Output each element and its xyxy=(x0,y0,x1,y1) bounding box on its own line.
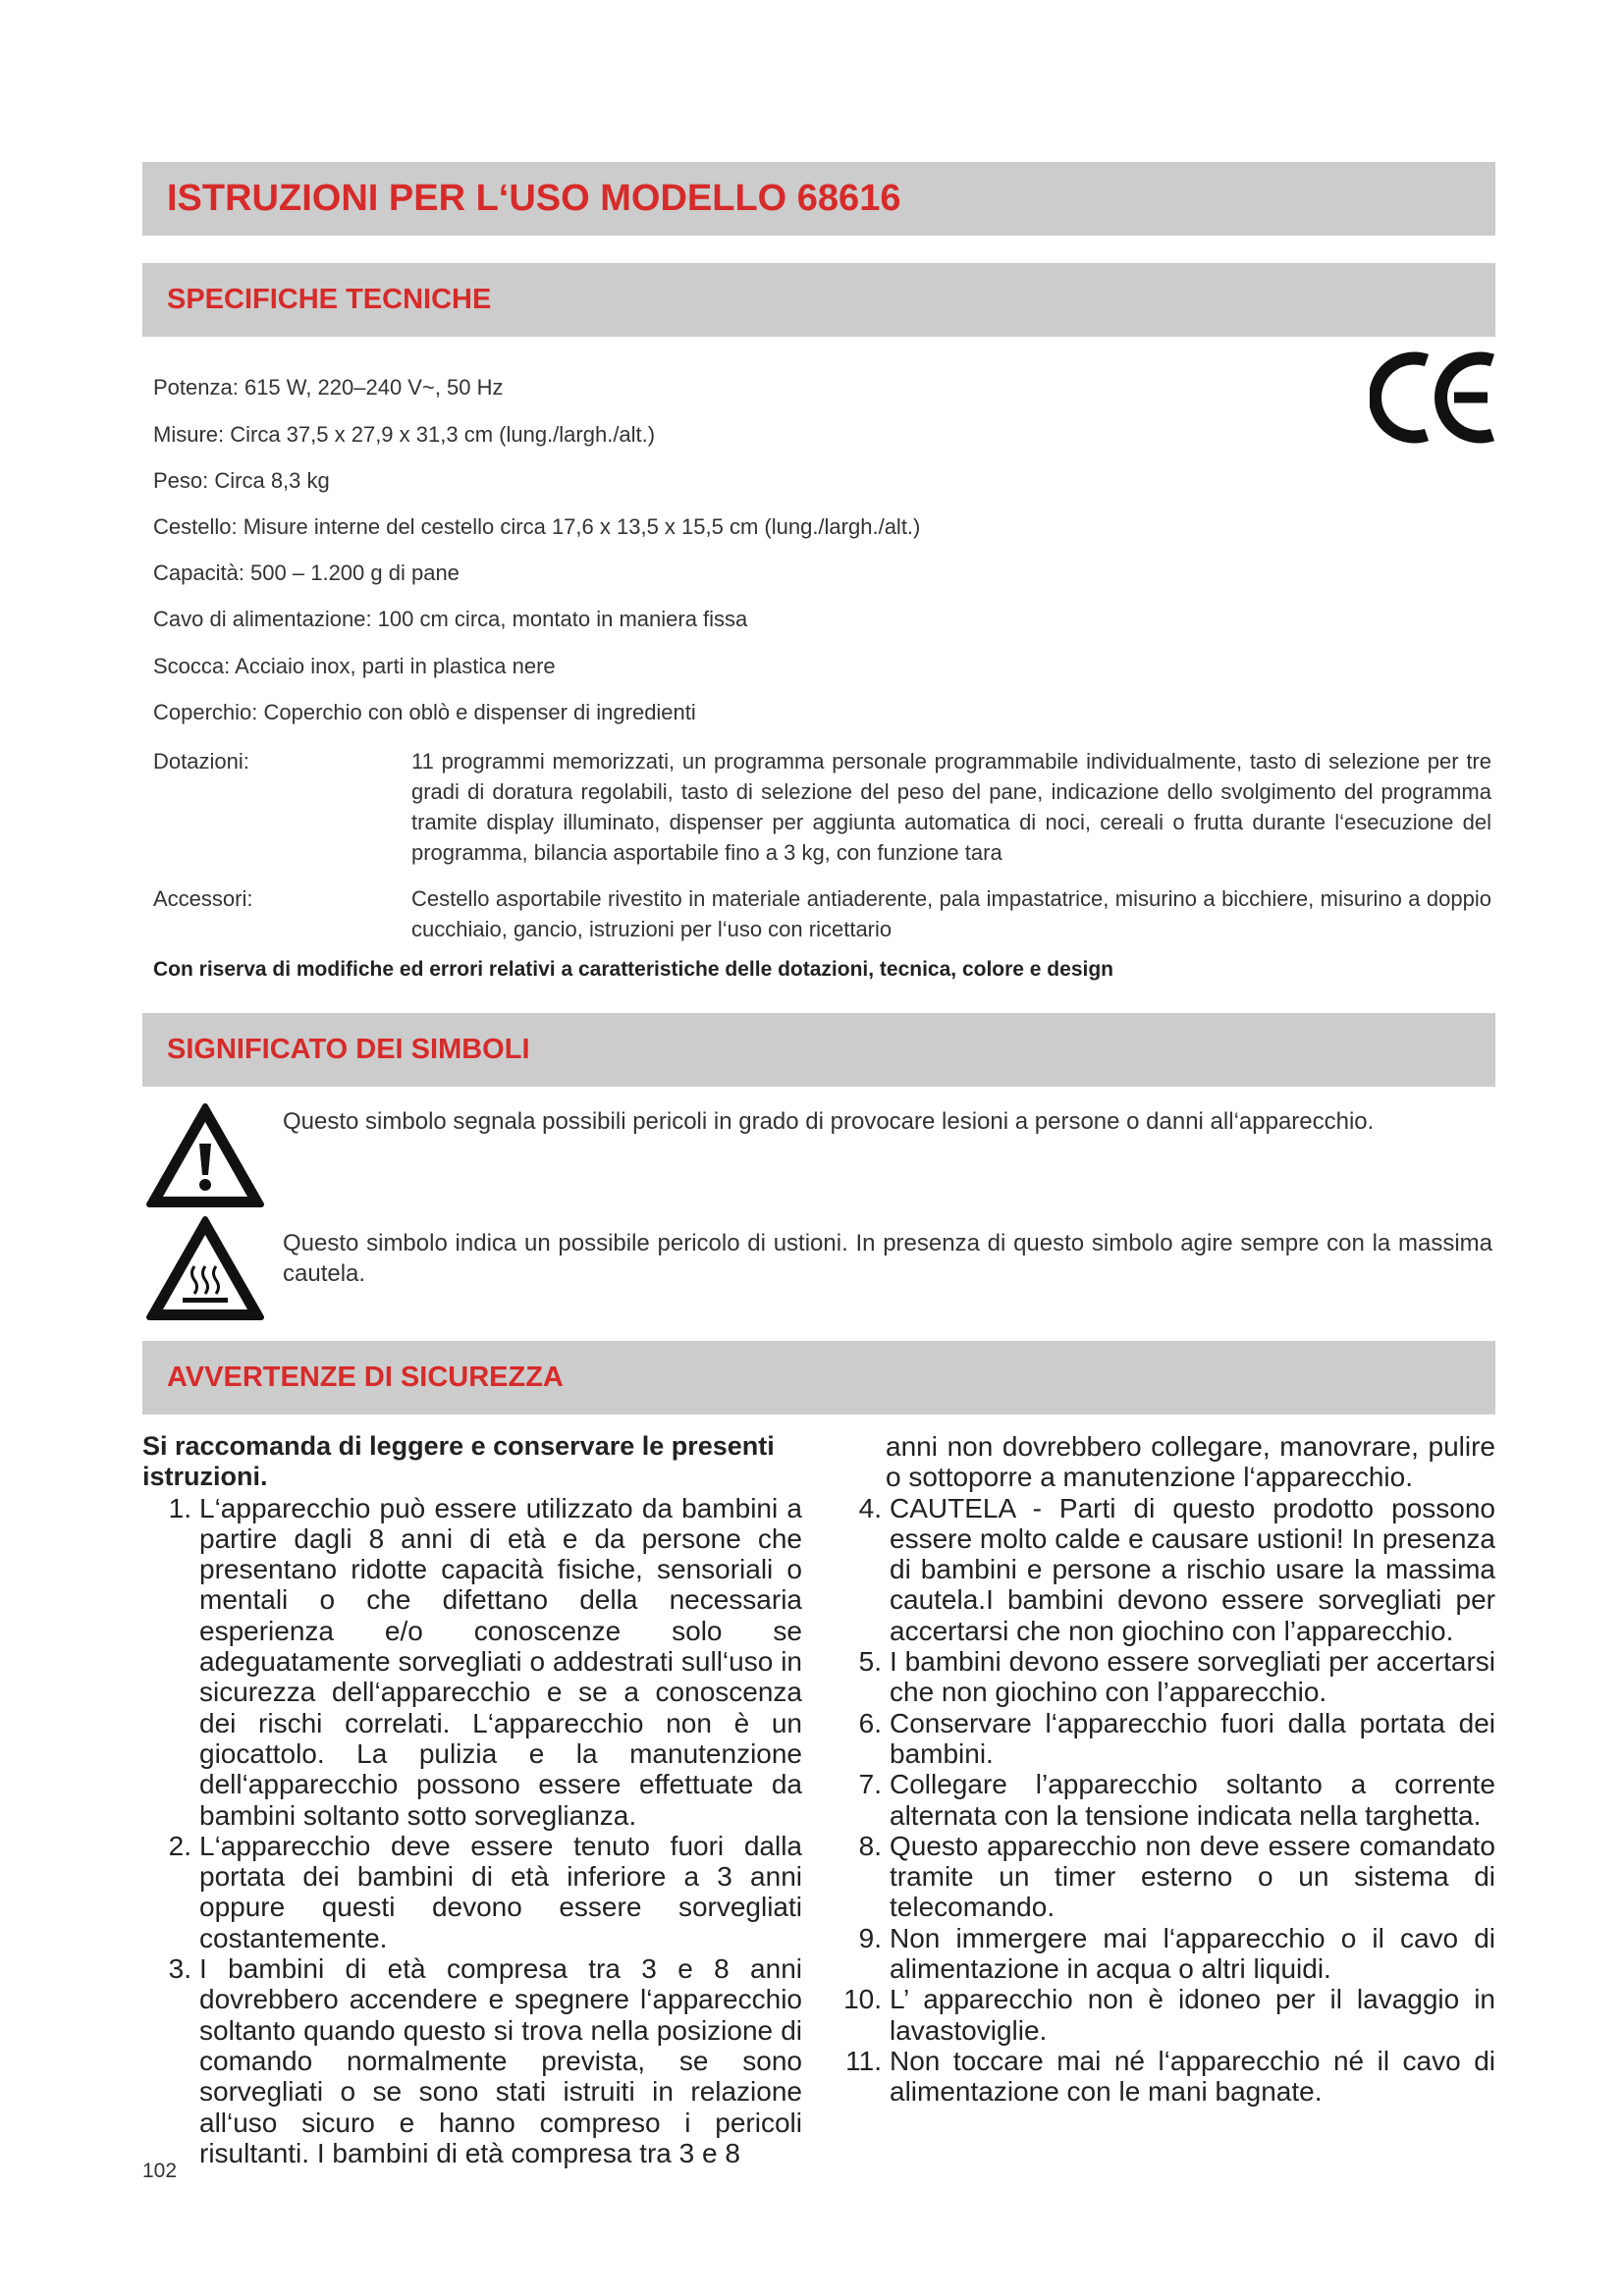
warning-triangle-icon xyxy=(145,1102,265,1210)
safety-column-right xyxy=(835,1431,1495,2108)
spec-accessories-label: Accessori: xyxy=(153,886,253,911)
safety-item-text: I bambini devono essere sorvegliati per accertarsi che non giochino con l’apparecchio. xyxy=(890,1646,1495,1708)
page-title-bar xyxy=(142,162,1495,236)
safety-intro: Si raccomanda di leggere e conservare le presenti istruzioni. xyxy=(142,1431,775,1492)
safety-item xyxy=(142,1831,802,1953)
spec-equipment-text: 11 programmi memorizzati, un programma personale programmabile individualmente, tasto di selezione per tre gradi di doratura regolabili, tasto di selezione del peso del pane, indicazione dello svolgimento del programma tramite display illuminato, dispenser per aggiunta automatica di noci, cereali o frutta durante l‘esecuzione del programma, bilancia asportabile fino a 3 kg, con funzione tara xyxy=(411,749,1491,865)
spec-weight: Peso: Circa 8,3 kg xyxy=(153,468,330,493)
safety-item-text: Non toccare mai né l‘apparecchio né il cavo di alimentazione con le mani bagnate. xyxy=(890,2045,1495,2108)
safety-item-text: Non immergere mai l‘apparecchio o il cavo di alimentazione in acqua o altri liquidi. xyxy=(890,1922,1495,1985)
safety-item xyxy=(835,1769,1495,1831)
spec-equipment-label: Dotazioni: xyxy=(153,749,249,774)
safety-heading-bar xyxy=(142,1341,1495,1415)
page-number: 102 xyxy=(142,2160,178,2182)
specs-heading: SPECIFICHE TECNICHE xyxy=(167,284,492,315)
ce-mark-icon xyxy=(1370,348,1497,447)
safety-item-number: 1. xyxy=(168,1492,191,1523)
safety-item xyxy=(835,1984,1495,2046)
safety-item xyxy=(142,1493,802,1831)
spec-housing: Scocca: Acciaio inox, parti in plastica nere xyxy=(153,654,556,678)
safety-item-text: L‘apparecchio deve essere tenuto fuori dalla portata dei bambini di età inferiore a 3 anni oppure questi devono essere sorvegliati costantemente. xyxy=(199,1830,802,1953)
safety-item-number: 8. xyxy=(858,1830,882,1861)
symbols-heading-bar xyxy=(142,1013,1495,1087)
spec-capacity: Capacità: 500 – 1.200 g di pane xyxy=(153,561,460,585)
specs-disclaimer: Con riserva di modifiche ed errori relativi a caratteristiche delle dotazioni, tecnica, colore e design xyxy=(153,958,1113,981)
safety-item-number: 10. xyxy=(843,1984,882,2015)
safety-item-text: Conservare l‘apparecchio fuori dalla portata dei bambini. xyxy=(890,1707,1495,1769)
symbol-warning-text: Questo simbolo segnala possibili pericoli in grado di provocare lesioni a persone o danni all‘apparecchio. xyxy=(283,1108,1375,1135)
safety-item-number: 9. xyxy=(858,1922,882,1953)
safety-column-left xyxy=(142,1431,802,2168)
safety-item-continuation: anni non dovrebbero collegare, manovrare, pulire o sottoporre a manutenzione l‘apparecchio. xyxy=(886,1431,1495,1493)
safety-item xyxy=(835,1831,1495,1923)
safety-item-text: CAUTELA - Parti di questo prodotto possono essere molto calde e causare ustioni! In presenza di bambini e persone a rischio usare la massima cautela.I bambini devono essere sorvegliati per accertarsi che non giochino con l’apparecchio. xyxy=(890,1492,1495,1646)
safety-item-number: 11. xyxy=(845,2045,882,2076)
safety-item-text: L‘apparecchio può essere utilizzato da bambini a partire dagli 8 anni di età e da persone che presentano ridotte capacità fisiche, sensoriali o mentali o che difettano della necessaria esperienza e/o conoscenze solo se adeguatamente sorvegliati o addestrati sull‘uso in sicurezza dell‘apparecchio e se a conoscenza dei rischi correlati. L‘apparecchio non è un giocattolo. La pulizia e la manutenzione dell‘apparecchio possono essere effettuate da bambini soltanto sotto sorveglianza. xyxy=(199,1492,802,1831)
specs-heading-bar xyxy=(142,263,1495,337)
safety-item-number: 5. xyxy=(858,1646,882,1678)
safety-item xyxy=(142,1953,802,2168)
spec-cable: Cavo di alimentazione: 100 cm circa, montato in maniera fissa xyxy=(153,607,748,631)
symbol-heat-text: Questo simbolo indica un possibile pericolo di ustioni. In presenza di questo simbolo agire sempre con la massima cautela. xyxy=(283,1230,1492,1287)
safety-item-text: L’ apparecchio non è idoneo per il lavaggio in lavastoviglie. xyxy=(890,1984,1495,2046)
page-title: ISTRUZIONI PER L‘USO MODELLO 68616 xyxy=(167,178,901,219)
safety-item-number: 3. xyxy=(168,1953,191,1985)
spec-dimensions: Misure: Circa 37,5 x 27,9 x 31,3 cm (lung./largh./alt.) xyxy=(153,422,656,447)
safety-item xyxy=(835,1646,1495,1708)
safety-item-number: 6. xyxy=(858,1707,882,1738)
symbols-heading: SIGNIFICATO DEI SIMBOLI xyxy=(167,1034,530,1065)
spec-basket: Cestello: Misure interne del cestello circa 17,6 x 13,5 x 15,5 cm (lung./largh./alt.) xyxy=(153,514,921,539)
safety-item xyxy=(835,1493,1495,1646)
safety-item xyxy=(835,2046,1495,2108)
safety-item xyxy=(835,1923,1495,1985)
safety-item-text: Collegare l’apparecchio soltanto a corrente alternata con la tensione indicata nella targhetta. xyxy=(890,1769,1495,1831)
spec-accessories-text: Cestello asportabile rivestito in materiale antiaderente, pala impastatrice, misurino a bicchiere, misurino a doppio cucchiaio, gancio, istruzioni per l‘uso con ricettario xyxy=(411,886,1491,941)
safety-heading: AVVERTENZE DI SICUREZZA xyxy=(167,1362,564,1393)
safety-item-number: 4. xyxy=(858,1492,882,1523)
spec-power: Potenza: 615 W, 220–240 V~, 50 Hz xyxy=(153,375,504,400)
spec-lid: Coperchio: Coperchio con oblò e dispenser di ingredienti xyxy=(153,700,696,724)
safety-item-number: 2. xyxy=(168,1830,191,1861)
safety-item xyxy=(835,1708,1495,1770)
hot-surface-icon xyxy=(145,1215,265,1323)
safety-item-text: I bambini di età compresa tra 3 e 8 anni dovrebbero accendere e spegnere l‘apparecchio soltanto quando questo si trova nella posizione di comando normalmente prevista, se sono sorvegliati o se sono stati istruiti in relazione all‘uso sicuro e hanno compreso i pericoli risultanti. I bambini di età compresa tra 3 e 8 xyxy=(199,1953,802,2168)
safety-item-text: Questo apparecchio non deve essere comandato tramite un timer esterno o un sistema di telecomando. xyxy=(890,1830,1495,1923)
safety-item-number: 7. xyxy=(858,1769,882,1800)
